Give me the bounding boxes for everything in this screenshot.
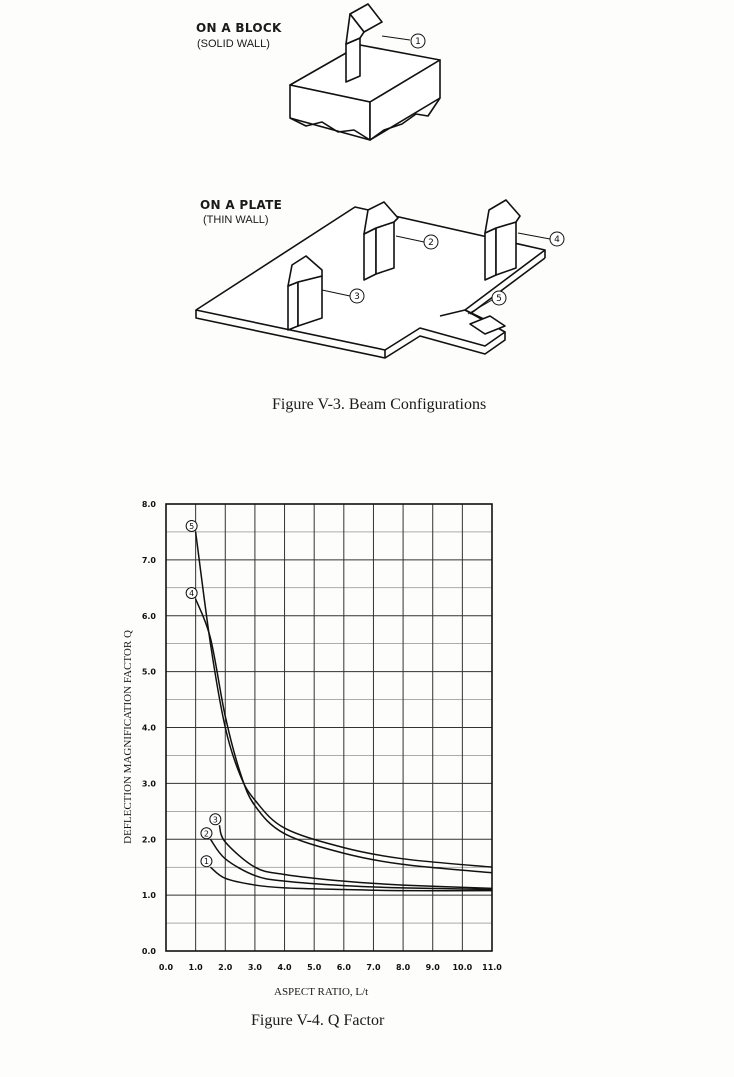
beam-configurations-illustration [0,0,734,400]
curve-label-1: 1 [203,857,210,867]
plate-title: ON A PLATE [200,198,283,212]
callout-2: 2 [428,238,434,248]
figure-v3-caption: Figure V-3. Beam Configurations [272,396,487,413]
curve-label-2: 2 [203,829,210,839]
x-tick-label: 8.0 [396,963,411,972]
x-tick-label: 10.0 [452,963,473,972]
y-axis-title: DEFLECTION MAGNIFICATION FACTOR Q [122,630,134,844]
curve-label-5: 5 [189,521,195,531]
callout-5: 5 [496,294,502,304]
y-tick-label: 3.0 [141,779,156,789]
solid-block [290,45,440,140]
x-axis-title: ASPECT RATIO, L/t [274,986,369,998]
y-tick-label: 2.0 [141,835,156,845]
y-tick-label: 4.0 [141,723,156,733]
y-tick-label: 0.0 [141,947,156,956]
beam-4 [485,200,520,280]
y-tick-label: 6.0 [141,611,156,621]
x-tick-label: 7.0 [366,963,381,972]
figure-v4-caption: Figure V-4. Q Factor [251,1012,385,1029]
y-tick-label: 5.0 [141,667,156,677]
y-tick-label: 7.0 [141,555,156,565]
curve-label-4: 4 [189,588,195,598]
callout-3: 3 [354,292,360,302]
y-tick-label: 8.0 [141,500,156,509]
x-tick-label: 6.0 [336,963,351,972]
beam-3 [288,256,322,330]
beam-2 [364,202,398,280]
x-tick-label: 11.0 [482,963,502,972]
x-tick-label: 3.0 [247,963,262,972]
plate-subtitle: (THIN WALL) [203,214,269,226]
x-tick-label: 4.0 [277,963,292,972]
block-title: ON A BLOCK [196,21,282,35]
x-tick-label: 1.0 [188,963,203,972]
x-tick-label: 2.0 [218,963,233,972]
callout-4: 4 [554,235,560,245]
x-tick-label: 9.0 [425,963,440,972]
q-factor-chart [0,480,734,980]
block-subtitle: (SOLID WALL) [197,38,270,50]
x-tick-label: 0.0 [158,963,174,972]
curve-label-3: 3 [212,815,218,825]
x-tick-label: 5.0 [307,963,322,972]
callout-1: 1 [415,37,421,47]
y-tick-label: 1.0 [141,891,156,901]
